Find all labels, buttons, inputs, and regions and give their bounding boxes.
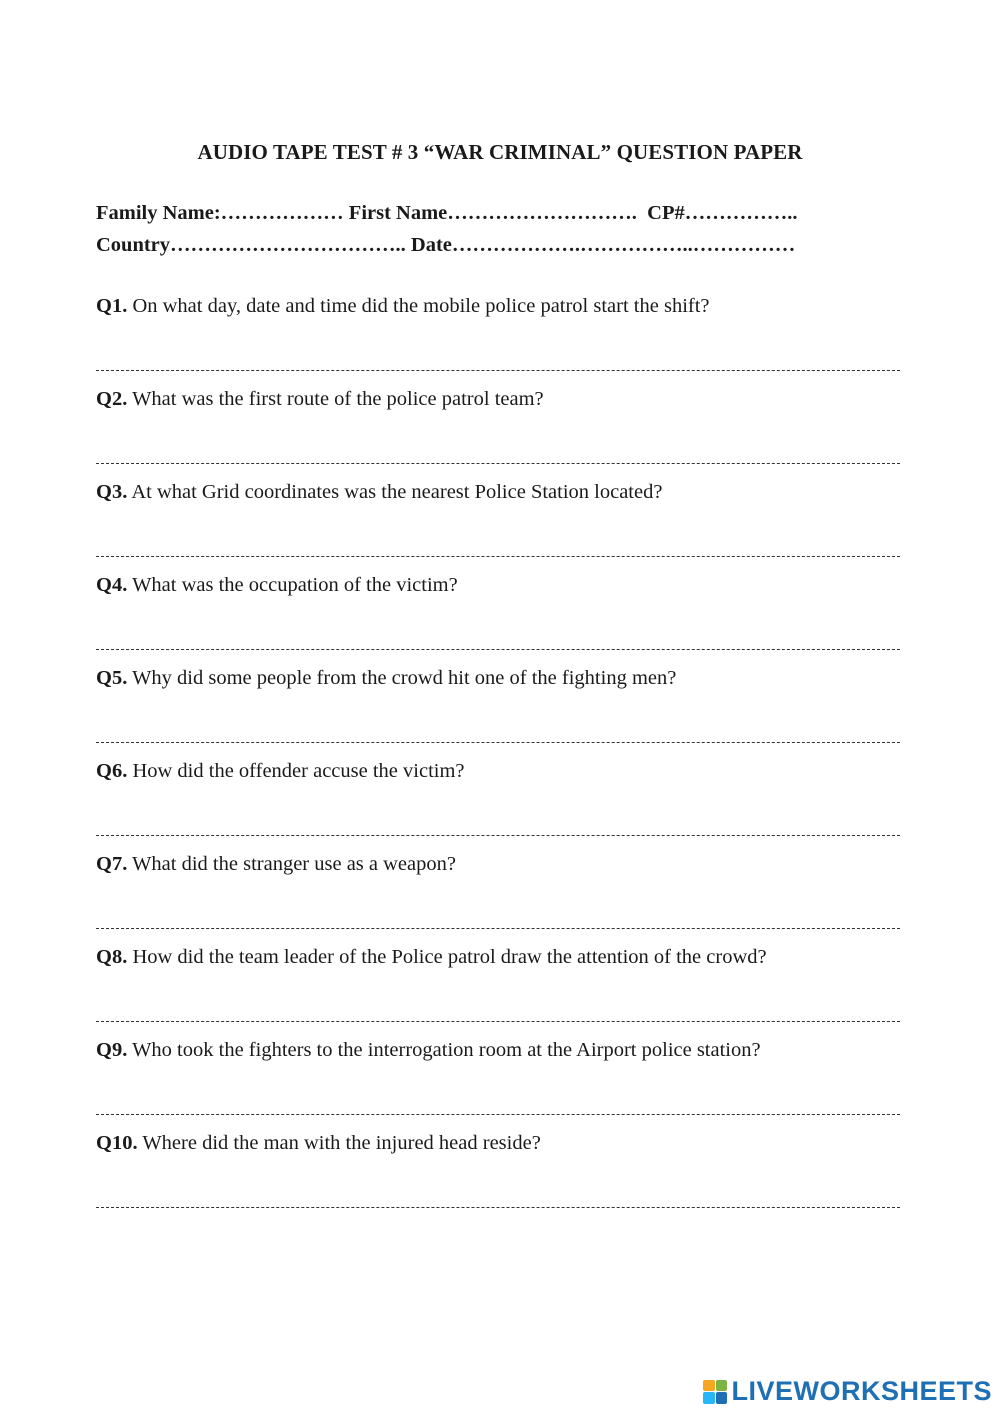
question-number: Q7. [96, 853, 128, 875]
question-text: At what Grid coordinates was the nearest Police Station located? [127, 481, 663, 503]
liveworksheets-logo-icon [703, 1380, 727, 1404]
date-field[interactable]: Date……………….……………..…………… [410, 234, 796, 256]
answer-line-6[interactable] [96, 835, 900, 836]
answer-line-8[interactable] [96, 1021, 900, 1022]
question-text: On what day, date and time did the mobile police patrol start the shift? [127, 295, 710, 317]
question-text: What was the occupation of the victim? [127, 574, 458, 596]
question-number: Q6. [96, 760, 128, 782]
question-4 [96, 574, 916, 597]
question-6 [96, 760, 916, 783]
question-number: Q4. [96, 574, 128, 596]
question-text: How did the team leader of the Police patrol draw the attention of the crowd? [127, 946, 767, 968]
question-5 [96, 667, 916, 690]
cp-field[interactable]: CP#…………….. [647, 202, 798, 224]
brand-name: LIVEWORKSHEETS [731, 1376, 992, 1406]
question-8 [96, 946, 916, 969]
page-title: AUDIO TAPE TEST # 3 “WAR CRIMINAL” QUESTION PAPER [197, 140, 803, 164]
first-name-field[interactable]: First Name………………………. [348, 202, 648, 224]
question-9 [96, 1039, 916, 1062]
question-2 [96, 388, 916, 411]
family-name-field[interactable]: Family Name:……………… [96, 202, 349, 224]
question-text: What did the stranger use as a weapon? [127, 853, 456, 875]
liveworksheets-brand[interactable] [703, 1378, 992, 1405]
question-number: Q3. [96, 481, 128, 503]
logo-tile-3 [703, 1392, 715, 1404]
question-text: Who took the fighters to the interrogation room at the Airport police station? [127, 1039, 761, 1061]
question-number: Q9. [96, 1039, 128, 1061]
answer-line-5[interactable] [96, 742, 900, 743]
student-info-line-1 [96, 202, 797, 225]
question-3 [96, 481, 916, 504]
logo-tile-4 [716, 1392, 728, 1404]
answer-line-4[interactable] [96, 649, 900, 650]
answer-line-1[interactable] [96, 370, 900, 371]
question-number: Q8. [96, 946, 128, 968]
answer-line-9[interactable] [96, 1114, 900, 1115]
question-number: Q5. [96, 667, 128, 689]
answer-line-2[interactable] [96, 463, 900, 464]
question-number: Q10. [96, 1132, 138, 1154]
answer-line-10[interactable] [96, 1207, 900, 1208]
student-info-line-2 [96, 234, 795, 257]
question-number: Q1. [96, 295, 128, 317]
question-number: Q2. [96, 388, 128, 410]
answer-line-3[interactable] [96, 556, 900, 557]
question-7 [96, 853, 916, 876]
question-text: How did the offender accuse the victim? [127, 760, 465, 782]
logo-tile-1 [703, 1380, 715, 1392]
question-text: Why did some people from the crowd hit one of the fighting men? [127, 667, 677, 689]
question-1 [96, 295, 916, 318]
logo-tile-2 [716, 1380, 728, 1392]
question-10 [96, 1132, 916, 1155]
question-text: What was the first route of the police patrol team? [127, 388, 544, 410]
question-text: Where did the man with the injured head reside? [137, 1132, 541, 1154]
answer-line-7[interactable] [96, 928, 900, 929]
country-field[interactable]: Country…………………………….. [96, 234, 411, 256]
